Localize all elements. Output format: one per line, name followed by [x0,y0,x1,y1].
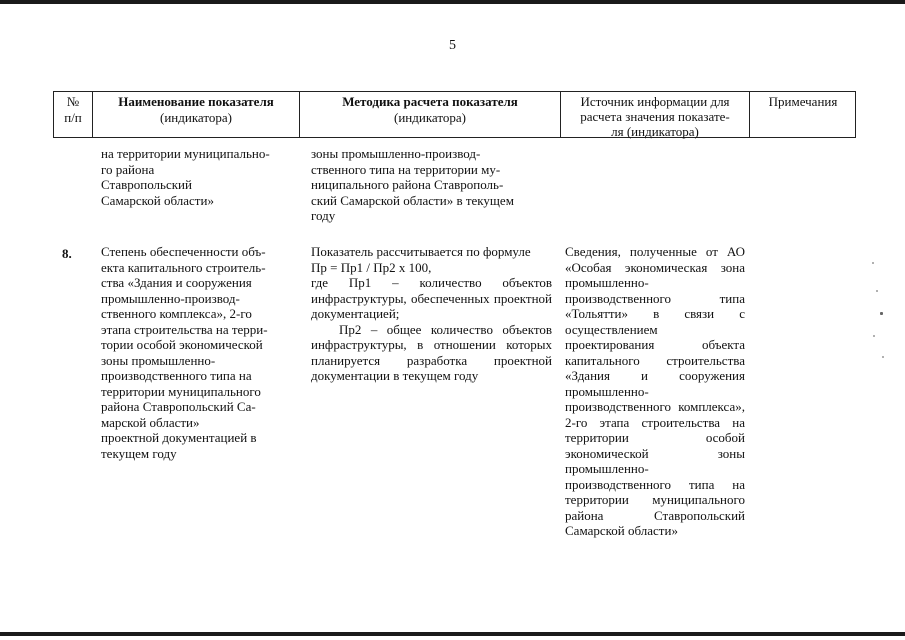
header-number: № п/п [64,94,82,125]
scan-speck [876,290,878,292]
header-method: Методика расчета показателя (индикатора) [342,94,518,125]
scan-speck [882,356,884,358]
method-pr2: Пр2 – общее количество объектов инфраструктуры, в отношении которых планируется разработка проектной документации в текущем году [311,321,552,383]
continuation-method-cell: зоны промышленно-производ- ственного типа на территории му- ниципального района Ставрополь- ский Самарской области» в текущем году [311,146,514,223]
row-8-number: 8. [62,246,72,261]
bottom-scan-border [0,632,905,636]
formula: Пр = Пр1 / Пр2 х 100, [311,259,432,275]
scan-speck [873,335,875,337]
header-name: Наименование показателя (индикатора) [118,94,274,125]
header-source: Источник информации для расчета значения показате- ля (индикатора) [580,94,730,139]
top-scan-border [0,0,905,4]
row-8-source-cell: Сведения, полученные от АО «Особая экономическая зона промышленно-производственного типа «Тольятти» в связи с осуществлением проектирования объекта капитального строительства «Здания и сооружения промышленно-производственного комплекса», 2-го этапа строительства на территории особой экономической зоны промышленно-производственного типа на территории муниципального района Ставропольский Самарской области» [565,244,745,538]
header-notes: Примечания [768,94,838,109]
method-where-pr1: где Пр1 – количество объектов инфраструктуры, обеспеченных проектной документацией; [311,275,552,321]
page-number: 5 [449,38,456,53]
scan-speck [872,262,874,264]
row-8-name-cell: Степень обеспеченности объ- екта капитального строитель- ства «Здания и сооружения промышленно-производ- ственного комплекса», 2-го этапа строительства на терри- тории особой экономической зоны промышленно- производственного типа на территории муниципального района Ставропольский Са- марской области» проектной документацией в текущем году [101,244,268,461]
row-8-method-cell [311,244,552,384]
scan-speck [880,312,883,315]
continuation-name-cell: на территории муниципально- го района Ставропольский Самарской области» [101,146,270,208]
method-intro: Показатель рассчитывается по формуле [311,244,531,259]
